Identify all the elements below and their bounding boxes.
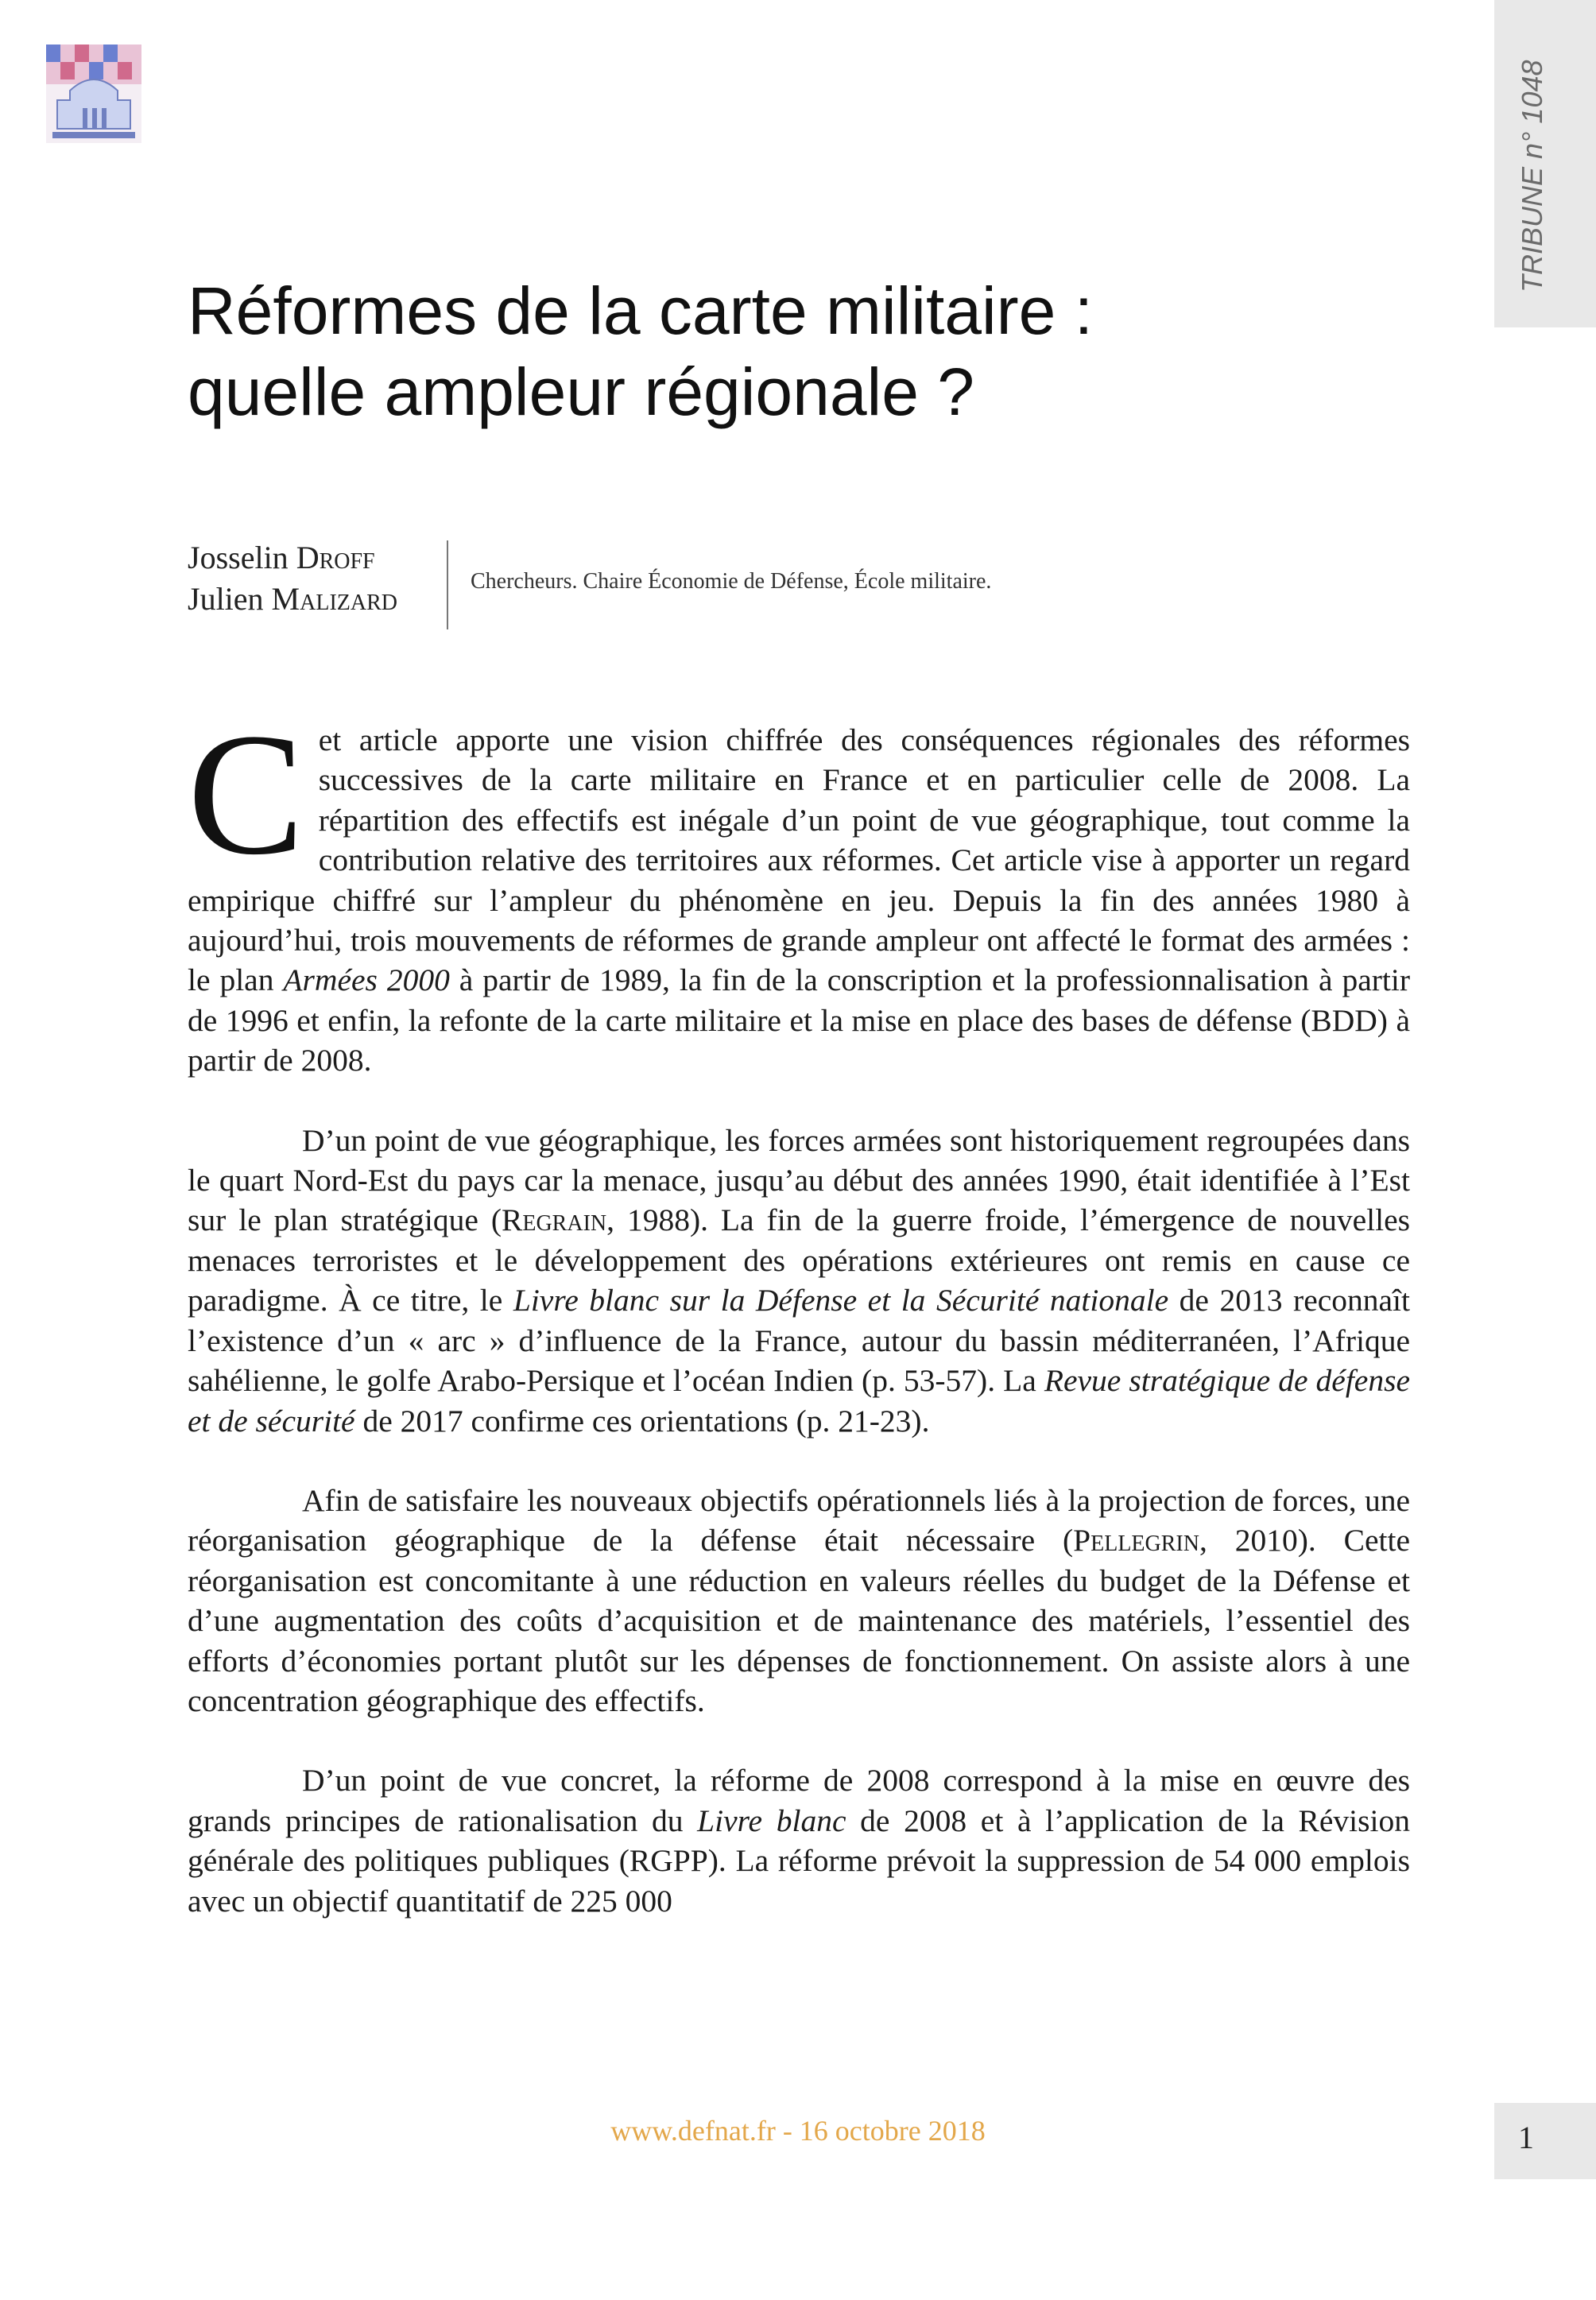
title-line-2: quelle ampleur régionale ? (188, 354, 974, 429)
author-affiliation: Chercheurs. Chaire Économie de Défense, École militaire. (471, 569, 992, 594)
title-line-1: Réformes de la carte militaire : (188, 273, 1094, 348)
citation-author: Regrain (502, 1202, 607, 1238)
citation-author: Pellegrin (1073, 1523, 1199, 1559)
page-number: 1 (1518, 2120, 1534, 2155)
footer-site-date: www.defnat.fr - 16 octobre 2018 (610, 2115, 986, 2147)
author-name: Josselin Droff (188, 540, 375, 575)
article-body (188, 697, 1411, 1961)
tribune-number-label: TRIBUNE n° 1048 (1516, 60, 1548, 292)
author-list (188, 537, 397, 620)
author-name: Julien Malizard (188, 581, 397, 617)
page-number-box (1494, 2103, 1596, 2179)
author-divider (447, 540, 448, 629)
paragraph: Cet article apporte une vision chiffrée des conséquences régionales des réformes successives de la carte militaire en France et en particulier celle de 2008. La répartition des effectifs est inégale d’un point de vue géographique, tout comme la contribution relative des territoires aux réformes. Cet article vise à apporter un regard empirique chiffré sur l’ampleur du phénomène en jeu. Depuis la fin des années 1980 à aujourd’hui, trois mouvements de réformes de grande ampleur ont affecté le format des armées : le plan Armées 2000 à partir de 1989, la fin de la conscription et la professionnalisation à partir de 1996 et enfin, la refonte de la carte militaire et la mise en place des bases de défense (BDD) à partir de 2008. (188, 697, 1411, 1078)
article-title (188, 270, 1427, 432)
drop-cap: C (188, 697, 304, 891)
paragraph: D’un point de vue géographique, les forces armées sont historiquement regroupées dans le quart Nord-Est du pays car la menace, jusqu’au début des années 1990, était identifiée à l’Est sur le plan stratégique (Regrain, 1988). La fin de la guerre froide, l’émergence de nouvelles menaces terroristes et le développement des opérations extérieures ont remis en cause ce paradigme. À ce titre, le Livre blanc sur la Défense et la Sécurité nationale de 2013 reconnaît l’existence d’un « arc » d’influence de la France, autour du bassin méditerranéen, l’Afrique sahélienne, le golfe Arabo-Persique et l’océan Indien (p. 53-57). La Revue stratégique de défense et de sécurité de 2017 confirme ces orientations (p. 21-23). (188, 1122, 1410, 1438)
defnat-logo-icon (46, 45, 141, 143)
paragraph: Afin de satisfaire les nouveaux objectifs opérationnels liés à la projection de forces, une réorganisation géographique de la défense était nécessaire (Pellegrin, 2010). Cette réorganisation est concomitante à une réduction en valeurs réelles du budget de la Défense et d’une augmentation des coûts d’acquisition et de maintenance des matériels, l’essentiel des efforts d’économies portant plutôt sur les dépenses de fonctionnement. On assiste alors à une concentration géographique des effectifs. (188, 1482, 1410, 1718)
paragraph: D’un point de vue concret, la réforme de 2008 correspond à la mise en œuvre des grands principes de rationalisation du Livre blanc de 2008 et à l’application de la Révision générale des politiques publiques (RGPP). La réforme prévoit la suppression de 54 000 emplois avec un objectif quantitatif de 225 000 (188, 1763, 1410, 1919)
